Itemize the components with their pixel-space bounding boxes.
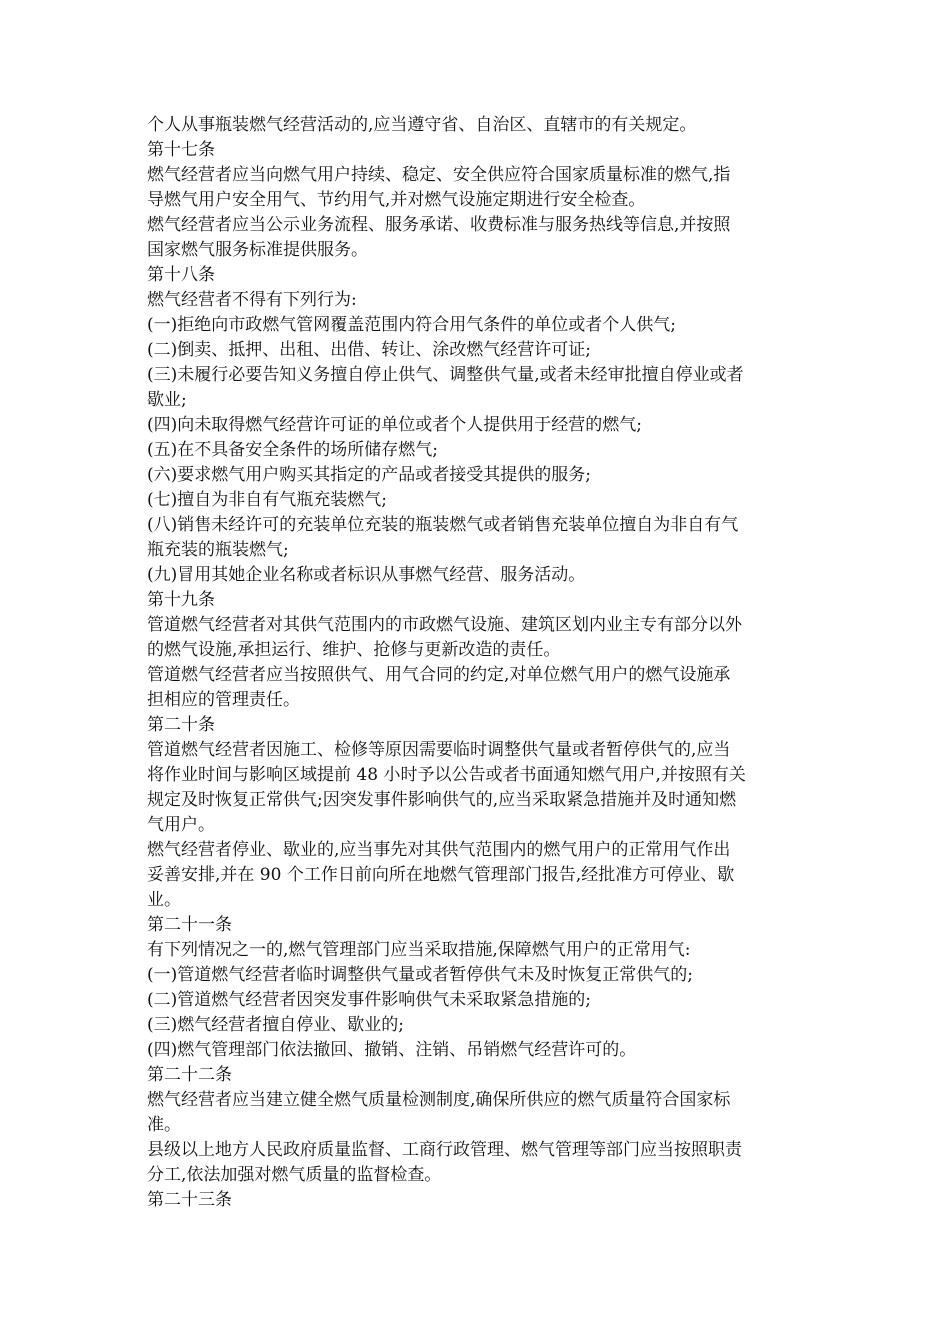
list-item: (五)在不具备安全条件的场所储存燃气; bbox=[147, 440, 438, 460]
paragraph-line: 分工,依法加强对燃气质量的监督检查。 bbox=[147, 1165, 442, 1185]
list-item: (一)拒绝向市政燃气管网覆盖范围内符合用气条件的单位或者个人供气; bbox=[147, 315, 676, 335]
paragraph-line: 将作业时间与影响区域提前 48 小时予以公告或者书面通知燃气用户,并按照有关 bbox=[147, 765, 746, 785]
article-heading: 第二十三条 bbox=[147, 1190, 232, 1210]
paragraph-line: 燃气经营者不得有下列行为: bbox=[147, 290, 357, 310]
paragraph-line: 准。 bbox=[147, 1115, 181, 1135]
article-heading: 第二十一条 bbox=[147, 915, 232, 935]
list-item: (九)冒用其她企业名称或者标识从事燃气经营、服务活动。 bbox=[147, 565, 586, 585]
article-heading: 第十八条 bbox=[147, 265, 215, 285]
list-item: (八)销售未经许可的充装单位充装的瓶装燃气或者销售充装单位擅自为非自有气 bbox=[147, 515, 739, 535]
list-item: 歇业; bbox=[147, 390, 187, 410]
paragraph-line: 管道燃气经营者因施工、检修等原因需要临时调整供气量或者暂停供气的,应当 bbox=[147, 740, 731, 760]
paragraph-line: 个人从事瓶装燃气经营活动的,应当遵守省、自治区、直辖市的有关规定。 bbox=[147, 115, 697, 135]
article-heading: 第十七条 bbox=[147, 140, 215, 160]
list-item: (二)倒卖、抵押、出租、出借、转让、涂改燃气经营许可证; bbox=[147, 340, 591, 360]
list-item: 瓶充装的瓶装燃气; bbox=[147, 540, 289, 560]
paragraph-line: 燃气经营者停业、歇业的,应当事先对其供气范围内的燃气用户的正常用气作出 bbox=[147, 840, 731, 860]
paragraph-line: 燃气经营者应当向燃气用户持续、稳定、安全供应符合国家质量标准的燃气,指 bbox=[147, 165, 731, 185]
paragraph-line: 规定及时恢复正常供气;因突发事件影响供气的,应当采取紧急措施并及时通知燃 bbox=[147, 790, 737, 810]
paragraph-line: 业。 bbox=[147, 890, 181, 910]
list-item: (四)向未取得燃气经营许可证的单位或者个人提供用于经营的燃气; bbox=[147, 415, 642, 435]
list-item: (四)燃气管理部门依法撤回、撤销、注销、吊销燃气经营许可的。 bbox=[147, 1040, 637, 1060]
paragraph-line: 担相应的管理责任。 bbox=[147, 690, 300, 710]
paragraph-line: 燃气经营者应当建立健全燃气质量检测制度,确保所供应的燃气质量符合国家标 bbox=[147, 1090, 731, 1110]
article-heading: 第二十二条 bbox=[147, 1065, 232, 1085]
list-item: (六)要求燃气用户购买其指定的产品或者接受其提供的服务; bbox=[147, 465, 591, 485]
paragraph-line: 国家燃气服务标准提供服务。 bbox=[147, 240, 368, 260]
paragraph-line: 气用户。 bbox=[147, 815, 215, 835]
paragraph-line: 燃气经营者应当公示业务流程、服务承诺、收费标准与服务热线等信息,并按照 bbox=[147, 215, 731, 235]
list-item: (二)管道燃气经营者因突发事件影响供气未采取紧急措施的; bbox=[147, 990, 591, 1010]
article-heading: 第十九条 bbox=[147, 590, 215, 610]
paragraph-line: 管道燃气经营者对其供气范围内的市政燃气设施、建筑区划内业主专有部分以外 bbox=[147, 615, 742, 635]
paragraph-line: 导燃气用户安全用气、节约用气,并对燃气设施定期进行安全检查。 bbox=[147, 190, 646, 210]
paragraph-line: 县级以上地方人民政府质量监督、工商行政管理、燃气管理等部门应当按照职责 bbox=[147, 1140, 742, 1160]
document-body bbox=[147, 113, 812, 1213]
paragraph-line: 妥善安排,并在 90 个工作日前向所在地燃气管理部门报告,经批准方可停业、歇 bbox=[147, 865, 735, 885]
paragraph-line: 有下列情况之一的,燃气管理部门应当采取措施,保障燃气用户的正常用气: bbox=[147, 940, 691, 960]
paragraph-line: 的燃气设施,承担运行、维护、抢修与更新改造的责任。 bbox=[147, 640, 561, 660]
list-item: (三)燃气经营者擅自停业、歇业的; bbox=[147, 1015, 404, 1035]
article-heading: 第二十条 bbox=[147, 715, 215, 735]
paragraph-line: 管道燃气经营者应当按照供气、用气合同的约定,对单位燃气用户的燃气设施承 bbox=[147, 665, 731, 685]
list-item: (三)未履行必要告知义务擅自停止供气、调整供气量,或者未经审批擅自停业或者 bbox=[147, 365, 744, 385]
list-item: (一)管道燃气经营者临时调整供气量或者暂停供气未及时恢复正常供气的; bbox=[147, 965, 693, 985]
list-item: (七)擅自为非自有气瓶充装燃气; bbox=[147, 490, 387, 510]
